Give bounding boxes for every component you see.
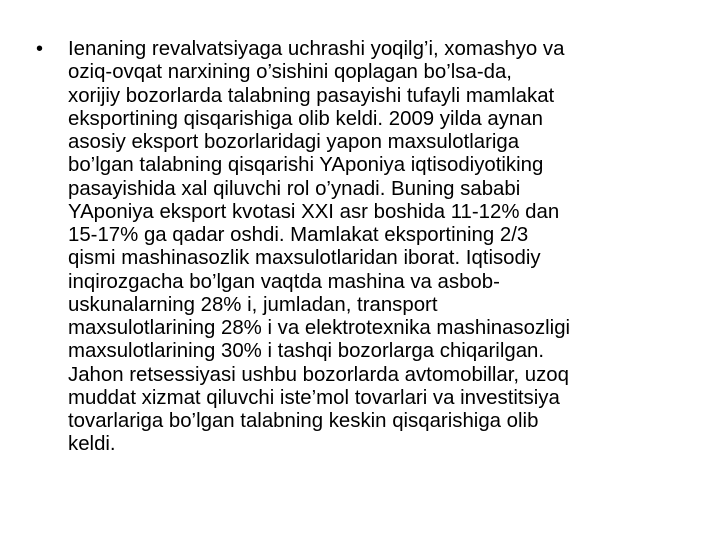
- paragraph-line: keldi.: [68, 433, 116, 456]
- paragraph-line: maxsulotlarining 30% i tashqi bozorlarga chiqarilgan.: [68, 340, 545, 363]
- paragraph-line: inqirozgacha bo’lgan vaqtda mashina va asbob-: [68, 270, 500, 293]
- paragraph-line: muddat xizmat qiluvchi iste’mol tovarlari va investitsiya: [68, 386, 560, 409]
- paragraph-line: tovarlariga bo’lgan talabning keskin qisqarishiga olib: [68, 410, 539, 432]
- paragraph-line: bo’lgan talabning qisqarishi YAponiya iqtisodiyotiking: [68, 154, 544, 177]
- paragraph-line: 15-17% ga qadar oshdi. Mamlakat eksportining 2/3: [68, 224, 529, 246]
- paragraph-line: xorijiy bozorlarda talabning pasayishi tufayli mamlakat: [68, 84, 555, 107]
- paragraph-line: YAponiya eksport kvotasi XXI asr boshida 11-12% dan: [68, 200, 560, 223]
- paragraph-line: Jahon retsessiyasi ushbu bozorlarda avtomobillar, uzoq: [68, 363, 569, 386]
- paragraph-line: asosiy eksport bozorlaridagi yapon maxsulotlariga: [68, 131, 520, 153]
- paragraph-line: Ienaning revalvatsiyaga uchrashi yoqilg’i, xomashyo va: [68, 38, 565, 60]
- paragraph-line: oziq-ovqat narxining o’sishini qoplagan bo’lsa-da,: [68, 61, 512, 84]
- paragraph-line: qismi mashinasozlik maxsulotlaridan iborat. Iqtisodiy: [68, 247, 541, 270]
- paragraph-line: uskunalarning 28% i, jumladan, transport: [68, 293, 438, 316]
- paragraph-line: pasayishida xal qiluvchi rol o’ynadi. Buning sababi: [68, 177, 521, 200]
- bullet-paragraph: [36, 38, 690, 457]
- paragraph-line: eksportining qisqarishiga olib keldi. 2009 yilda aynan: [68, 107, 543, 130]
- paragraph-line: maxsulotlarining 28% i va elektrotexnika mashinasozligi: [68, 317, 571, 339]
- paragraph-text: [68, 38, 688, 457]
- bullet-icon: •: [36, 38, 44, 60]
